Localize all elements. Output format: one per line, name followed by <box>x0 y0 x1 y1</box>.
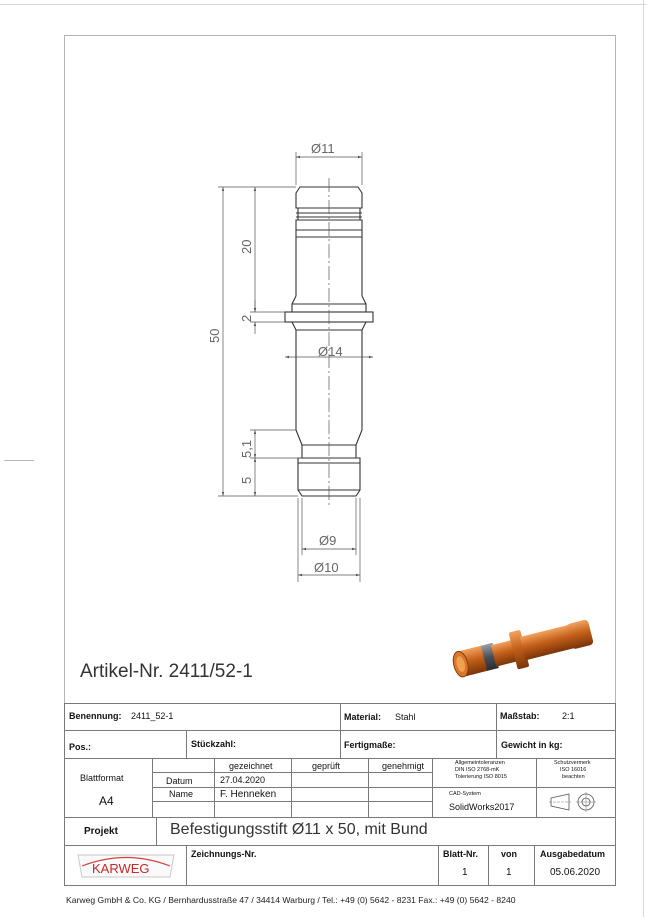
cad-value: SolidWorks2017 <box>449 802 515 812</box>
blattnr-label: Blatt-Nr. <box>443 849 479 859</box>
material-value: Stahl <box>395 712 416 722</box>
projection-symbol-icon <box>549 791 599 813</box>
blattformat-value: A4 <box>99 794 114 808</box>
dim-d14: Ø14 <box>318 344 343 359</box>
blattnr-value: 1 <box>462 867 468 878</box>
gewicht-label: Gewicht in kg: <box>501 740 563 750</box>
von-value: 1 <box>506 867 512 878</box>
tolerances-line-2: DIN ISO 2768-mK <box>455 767 500 773</box>
title-block <box>64 703 616 886</box>
dim-len50: 50 <box>207 328 222 343</box>
projekt-label: Projekt <box>84 826 118 837</box>
col-geprueft: geprüft <box>312 761 341 771</box>
von-label: von <box>501 849 518 859</box>
projekt-value: Befestigungsstift Ø11 x 50, mit Bund <box>170 821 428 838</box>
dim-len51: 5,1 <box>239 439 254 458</box>
karweg-logo <box>72 851 180 881</box>
massstab-value: 2:1 <box>562 711 575 721</box>
dim-d9: Ø9 <box>319 533 337 548</box>
fertigmasse-label: Fertigmaße: <box>344 740 396 750</box>
massstab-label: Maßstab: <box>500 711 540 721</box>
blattformat-label: Blattformat <box>80 773 124 783</box>
dim-len20: 20 <box>239 239 254 254</box>
dim-len2: 2 <box>239 314 254 322</box>
dim-d11: Ø11 <box>311 141 335 156</box>
dim-d10: Ø10 <box>314 560 339 575</box>
stueckzahl-label: Stückzahl: <box>191 739 237 749</box>
schutz-line-2: ISO 16016 <box>560 767 587 773</box>
pos-label: Pos.: <box>69 742 92 752</box>
schutz-line-3: beachten <box>562 774 585 780</box>
name-value: F. Henneken <box>220 789 277 800</box>
tolerances-line-3: Tolerierung ISO 8015 <box>455 774 507 780</box>
dim-len5: 5 <box>239 476 254 484</box>
pin-3d-render <box>449 613 595 684</box>
benennung-value: 2411_52-1 <box>131 711 174 721</box>
article-number: Artikel-Nr. 2411/52-1 <box>80 661 253 682</box>
ausgabedatum-value: 05.06.2020 <box>550 867 601 878</box>
name-label: Name <box>169 789 194 799</box>
footer-address: Karweg GmbH & Co. KG / Bernhardusstraße 47 / 34414 Warburg / Tel.: +49 (0) 5642 - 8231 Fax.: +49 (0) 5642 - 8240 <box>66 895 516 905</box>
tolerances-line-1: Allgemeintoleranzen <box>455 760 505 766</box>
cad-label: CAD-System <box>449 791 481 797</box>
datum-value: 27.04.2020 <box>220 775 266 785</box>
col-genehmigt: genehmigt <box>382 761 425 771</box>
schutz-line-1: Schutzvermerk <box>554 760 591 766</box>
datum-label: Datum <box>166 776 193 786</box>
zeichnungsnr-label: Zeichnungs-Nr. <box>191 849 257 859</box>
col-gezeichnet: gezeichnet <box>229 761 273 771</box>
ausgabedatum-label: Ausgabedatum <box>540 849 606 859</box>
benennung-label: Benennung: <box>69 711 122 721</box>
logo-text: KARWEG <box>92 861 150 876</box>
material-label: Material: <box>344 712 382 722</box>
